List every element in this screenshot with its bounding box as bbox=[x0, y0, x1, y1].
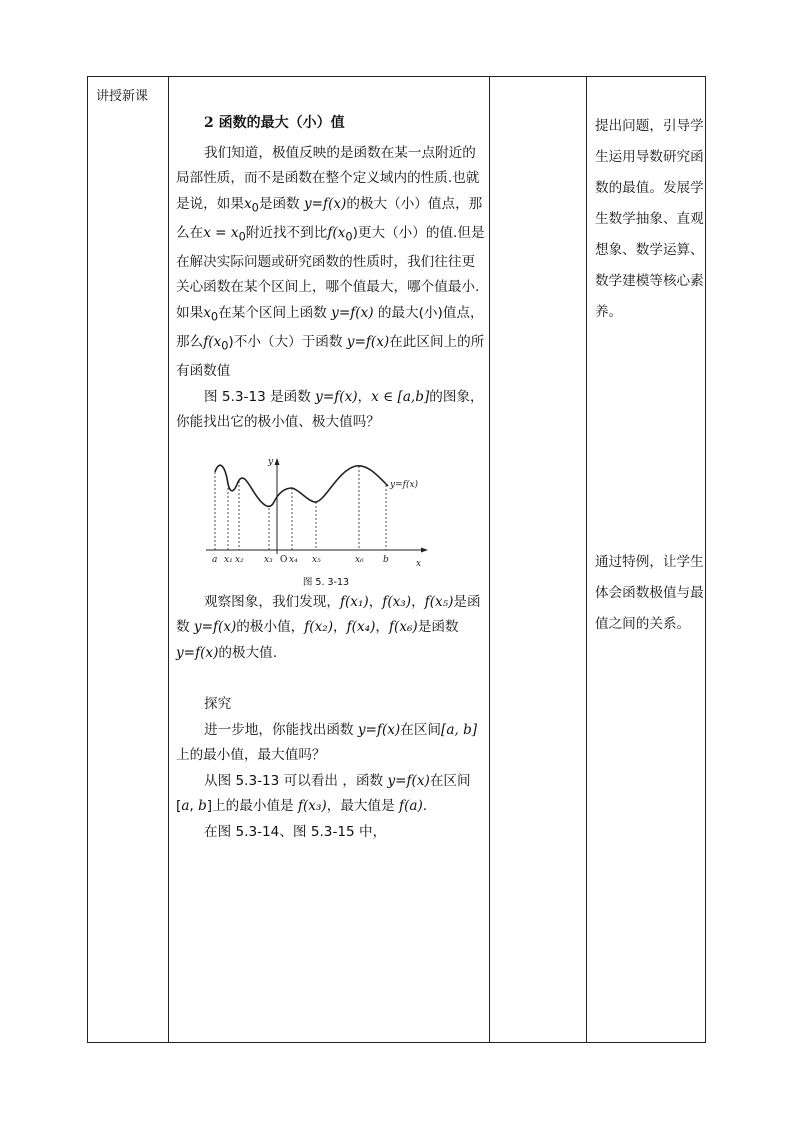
paragraph-answer: 从图 5.3-13 可以看出 ，函数 y=f(x)在区间[a, b]上的最小值是 f(x₃)，最大值是 f(a). bbox=[176, 772, 471, 815]
column-divider bbox=[586, 77, 587, 1042]
curve-label: y=f(x) bbox=[390, 479, 419, 490]
paragraph-figure-question: 图 5.3-13 是函数 y=f(x)，x ∈ [a,b]的图象，你能找出它的极小值、极大值吗？ bbox=[176, 388, 484, 431]
column-divider bbox=[489, 77, 490, 1042]
tick-label: x₂ bbox=[235, 554, 244, 565]
origin-label: O bbox=[280, 554, 288, 565]
paragraph-explore-question: 进一步地，你能找出函数 y=f(x)在区间[a, b]上的最小值，最大值吗？ bbox=[176, 721, 478, 764]
y-axis-arrow bbox=[275, 458, 280, 465]
side-note-example: 通过特例，让学生体会函数极值与最值之间的关系。 bbox=[595, 554, 704, 632]
function-graph bbox=[202, 450, 432, 574]
graph-labels bbox=[212, 457, 421, 569]
x-axis-arrow bbox=[421, 547, 428, 552]
tick-label: x₃ bbox=[264, 554, 273, 565]
tick-label: b bbox=[383, 554, 389, 565]
function-graph-figure bbox=[202, 450, 432, 574]
section-label: 讲授新课 bbox=[96, 89, 149, 104]
section-heading: 2 函数的最大（小）值 bbox=[204, 115, 345, 131]
tick-label: x₆ bbox=[355, 554, 364, 565]
explore-heading: 探究 bbox=[204, 696, 232, 713]
x-axis-label: x bbox=[416, 558, 422, 569]
function-curve bbox=[215, 465, 388, 506]
column-divider bbox=[168, 77, 169, 1042]
y-axis-label: y bbox=[268, 456, 274, 467]
tick-label: x₅ bbox=[312, 554, 321, 565]
main-content bbox=[176, 111, 488, 845]
tick-label: x₄ bbox=[289, 554, 298, 565]
paragraph-observation: 观察图象，我们发现，f(x₁)，f(x₃)，f(x₅)是函数 y=f(x)的极小值，f(x₂)，f(x₄)，f(x₆)是函数 y=f(x)的极大值. bbox=[176, 593, 481, 661]
tick-label: x₁ bbox=[224, 554, 233, 565]
side-note-goals: 提出问题，引导学生运用导数研究函数的最值。发展学生数学抽象、直观想象、数学运算、数学建模等核心素养。 bbox=[595, 118, 704, 320]
tick-label: a bbox=[212, 554, 218, 565]
lesson-table bbox=[87, 76, 706, 1043]
figure-caption: 图 5. 3-13 bbox=[302, 576, 350, 588]
paragraph-next-figures: 在图 5.3-14、图 5.3-15 中， bbox=[204, 823, 387, 840]
paragraph-extremum-intro: 我们知道，极值反映的是函数在某一点附近的局部性质，而不是函数在整个定义域内的性质.也就是说，如果$x_0$是函数 y=f(x)的极大（小）值点，那么在$x = x_0$附近找不到比$f(x_0)$更大（小）的值.但是在解决实际问题或研究函数的性质时，我们往往更关心函数在某个区间上，哪个值最大，哪个值最小.如果$x_0$在某个区间上函数 y=f(x) 的最大(小)值点，那么$f(x_0)$不小（大）于函数 y=f(x)在此区间上的所有函数值 bbox=[176, 144, 485, 380]
